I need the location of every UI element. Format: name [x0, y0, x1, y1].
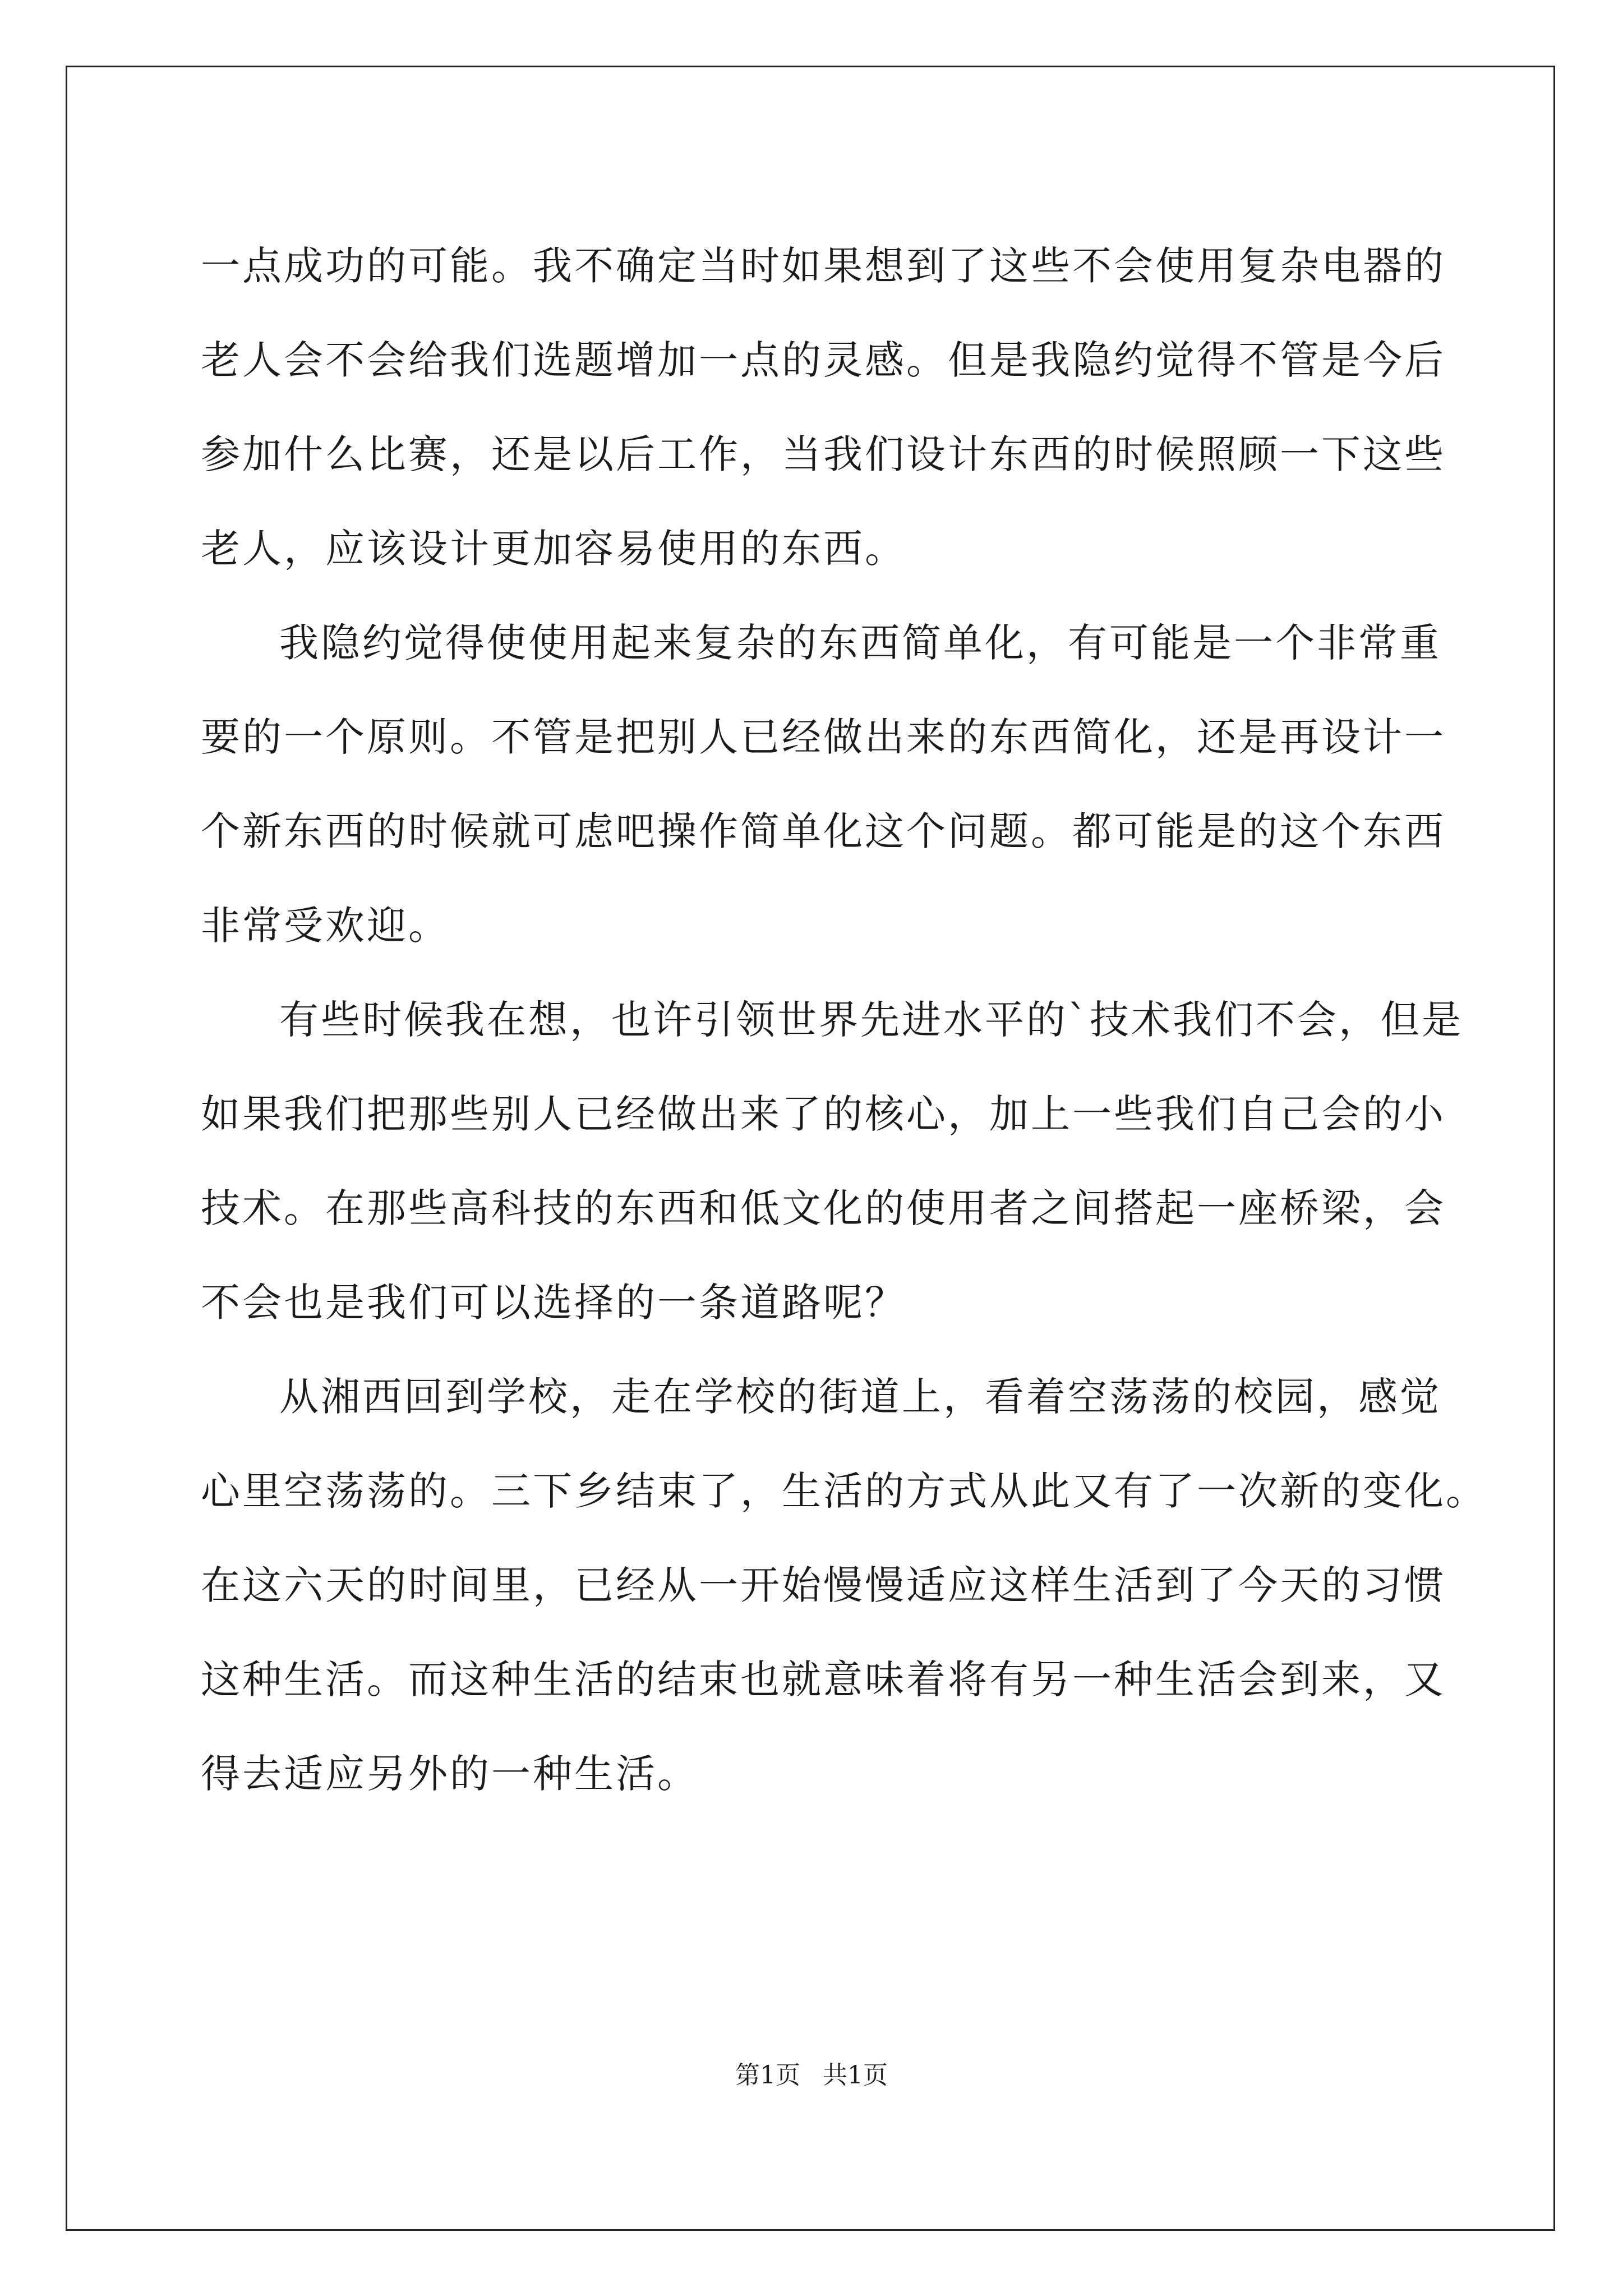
page-number: 第1页 — [735, 2061, 800, 2090]
page-footer — [0, 2059, 1623, 2092]
text-line: 一点成功的可能。我不确定当时如果想到了这些不会使用复杂电器的 — [201, 243, 1446, 289]
text-line: 从湘西回到学校，走在学校的街道上，看着空荡荡的校园，感觉 — [279, 1374, 1441, 1420]
text-line: 老人，应该设计更加容易使用的东西。 — [201, 526, 906, 572]
text-line: 得去适应另外的一种生活。 — [201, 1751, 699, 1797]
text-line: 这种生活。而这种生活的结束也就意味着将有另一种生活会到来，又 — [201, 1657, 1446, 1703]
document-body — [201, 219, 1487, 1821]
text-line: 要的一个原则。不管是把别人已经做出来的东西简化，还是再设计一 — [201, 714, 1446, 760]
text-line: 如果我们把那些别人已经做出来了的核心，加上一些我们自己会的小 — [201, 1091, 1446, 1137]
text-line: 不会也是我们可以选择的一条道路呢？ — [201, 1280, 906, 1326]
text-line: 技术。在那些高科技的东西和低文化的使用者之间搭起一座桥梁，会 — [201, 1185, 1446, 1231]
text-line: 参加什么比赛，还是以后工作，当我们设计东西的时候照顾一下这些 — [201, 431, 1446, 477]
text-line: 心里空荡荡的。三下乡结束了，生活的方式从此又有了一次新的变化。 — [201, 1468, 1487, 1514]
text-line: 老人会不会给我们选题增加一点的灵感。但是我隐约觉得不管是今后 — [201, 337, 1446, 383]
text-line: 有些时候我在想，也许引领世界先进水平的`技术我们不会，但是 — [279, 997, 1463, 1043]
text-line: 在这六天的时间里，已经从一开始慢慢适应这样生活到了今天的习惯 — [201, 1562, 1446, 1608]
page-total: 共1页 — [823, 2061, 888, 2090]
text-line: 我隐约觉得使使用起来复杂的东西简单化，有可能是一个非常重 — [279, 620, 1441, 666]
text-line: 个新东西的时候就可虑吧操作简单化这个问题。都可能是的这个东西 — [201, 808, 1446, 854]
text-line: 非常受欢迎。 — [201, 903, 450, 949]
